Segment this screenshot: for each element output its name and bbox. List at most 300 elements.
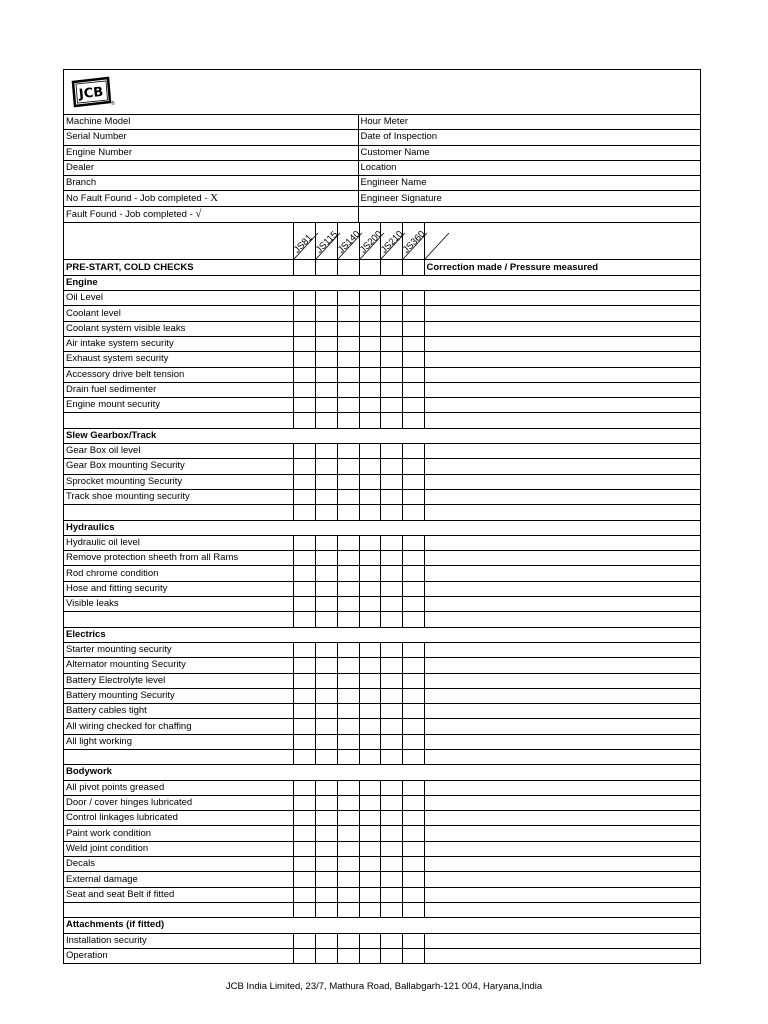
check-box[interactable] (380, 902, 402, 917)
check-box[interactable] (315, 780, 337, 795)
check-box[interactable] (359, 933, 380, 948)
check-box[interactable] (293, 704, 315, 719)
correction-field[interactable] (424, 933, 700, 948)
correction-field[interactable] (424, 780, 700, 795)
check-box[interactable] (380, 260, 402, 275)
check-box[interactable] (402, 352, 424, 367)
check-box[interactable] (337, 612, 359, 627)
check-box[interactable] (337, 811, 359, 826)
check-box[interactable] (402, 642, 424, 657)
check-box[interactable] (293, 780, 315, 795)
check-box[interactable] (380, 826, 402, 841)
check-box[interactable] (293, 948, 315, 963)
check-box[interactable] (315, 704, 337, 719)
check-box[interactable] (402, 382, 424, 397)
check-box[interactable] (402, 734, 424, 749)
check-box[interactable] (359, 336, 380, 351)
correction-field[interactable] (424, 857, 700, 872)
check-box[interactable] (315, 260, 337, 275)
check-box[interactable] (359, 306, 380, 321)
correction-field[interactable] (424, 413, 700, 428)
check-box[interactable] (293, 612, 315, 627)
check-box[interactable] (380, 505, 402, 520)
check-box[interactable] (293, 597, 315, 612)
check-box[interactable] (359, 489, 380, 504)
check-box[interactable] (293, 459, 315, 474)
check-box[interactable] (293, 826, 315, 841)
check-box[interactable] (315, 291, 337, 306)
check-box[interactable] (293, 291, 315, 306)
check-box[interactable] (293, 398, 315, 413)
section-title: Hydraulics (64, 520, 700, 535)
check-box[interactable] (293, 719, 315, 734)
check-box[interactable] (380, 489, 402, 504)
check-box[interactable] (293, 321, 315, 336)
correction-field[interactable] (424, 505, 700, 520)
check-box[interactable] (402, 612, 424, 627)
check-box[interactable] (402, 811, 424, 826)
check-box[interactable] (337, 719, 359, 734)
check-box[interactable] (293, 306, 315, 321)
correction-field[interactable] (424, 444, 700, 459)
check-box[interactable] (315, 841, 337, 856)
check-box[interactable] (293, 749, 315, 764)
correction-field[interactable] (424, 734, 700, 749)
company-address: JCB India Limited, 23/7, Mathura Road, Ballabgarh-121 004, Haryana,India (225, 981, 543, 992)
check-box[interactable] (315, 612, 337, 627)
check-box[interactable] (359, 658, 380, 673)
check-box[interactable] (402, 306, 424, 321)
check-box[interactable] (293, 505, 315, 520)
correction-field[interactable] (424, 597, 700, 612)
check-item-label: Battery mounting Security (64, 688, 293, 703)
check-box[interactable] (337, 321, 359, 336)
check-box[interactable] (359, 642, 380, 657)
check-box[interactable] (337, 948, 359, 963)
check-box[interactable] (337, 474, 359, 489)
check-box[interactable] (315, 382, 337, 397)
check-box[interactable] (293, 566, 315, 581)
check-box[interactable] (402, 535, 424, 550)
check-box[interactable] (380, 321, 402, 336)
check-box[interactable] (402, 444, 424, 459)
check-box[interactable] (359, 887, 380, 902)
check-box[interactable] (402, 780, 424, 795)
check-box[interactable] (337, 841, 359, 856)
check-box[interactable] (380, 352, 402, 367)
check-box[interactable] (293, 444, 315, 459)
check-box[interactable] (380, 780, 402, 795)
check-box[interactable] (315, 719, 337, 734)
check-box[interactable] (402, 841, 424, 856)
check-box[interactable] (402, 719, 424, 734)
check-box[interactable] (293, 658, 315, 673)
check-box[interactable] (337, 459, 359, 474)
check-box[interactable] (359, 749, 380, 764)
check-box[interactable] (359, 260, 380, 275)
check-item-row (64, 933, 700, 948)
check-box[interactable] (359, 902, 380, 917)
check-box[interactable] (359, 612, 380, 627)
check-box[interactable] (359, 551, 380, 566)
check-box[interactable] (402, 688, 424, 703)
check-box[interactable] (380, 566, 402, 581)
check-box[interactable] (337, 673, 359, 688)
check-box[interactable] (315, 948, 337, 963)
check-box[interactable] (380, 581, 402, 596)
model-label: JS81 (291, 232, 315, 257)
check-box[interactable] (402, 505, 424, 520)
check-box[interactable] (337, 887, 359, 902)
model-label: JS360 (400, 229, 428, 257)
correction-field[interactable] (424, 367, 700, 382)
check-box[interactable] (402, 260, 424, 275)
check-box[interactable] (337, 749, 359, 764)
info-row (64, 130, 700, 145)
correction-field[interactable] (424, 948, 700, 963)
info-label-right: Engineer Signature (358, 191, 700, 207)
check-item-row (64, 688, 700, 703)
correction-field[interactable] (424, 719, 700, 734)
model-header-cell (357, 223, 385, 260)
check-box[interactable] (402, 566, 424, 581)
check-box[interactable] (293, 382, 315, 397)
check-box[interactable] (293, 933, 315, 948)
check-box[interactable] (337, 902, 359, 917)
check-box[interactable] (315, 336, 337, 351)
check-box[interactable] (293, 352, 315, 367)
check-box[interactable] (402, 474, 424, 489)
check-box[interactable] (293, 642, 315, 657)
check-box[interactable] (402, 933, 424, 948)
check-box[interactable] (402, 367, 424, 382)
check-box[interactable] (402, 857, 424, 872)
correction-field[interactable] (424, 811, 700, 826)
info-row (64, 176, 700, 191)
check-box[interactable] (402, 291, 424, 306)
check-box[interactable] (337, 780, 359, 795)
check-box[interactable] (315, 597, 337, 612)
check-box[interactable] (315, 581, 337, 596)
check-box[interactable] (315, 551, 337, 566)
check-box[interactable] (380, 459, 402, 474)
check-box[interactable] (315, 535, 337, 550)
check-box[interactable] (380, 872, 402, 887)
check-box[interactable] (402, 413, 424, 428)
check-box[interactable] (380, 367, 402, 382)
correction-field[interactable] (424, 581, 700, 596)
check-box[interactable] (315, 306, 337, 321)
check-box[interactable] (402, 597, 424, 612)
check-box[interactable] (315, 459, 337, 474)
check-box[interactable] (380, 642, 402, 657)
check-box[interactable] (337, 704, 359, 719)
check-box[interactable] (315, 688, 337, 703)
correction-field[interactable] (424, 291, 700, 306)
check-box[interactable] (402, 749, 424, 764)
check-box[interactable] (380, 688, 402, 703)
correction-field[interactable] (424, 382, 700, 397)
check-box[interactable] (359, 444, 380, 459)
check-box[interactable] (315, 872, 337, 887)
check-box[interactable] (359, 704, 380, 719)
check-box[interactable] (359, 719, 380, 734)
check-box[interactable] (293, 336, 315, 351)
check-box[interactable] (359, 459, 380, 474)
check-box[interactable] (380, 658, 402, 673)
check-box[interactable] (293, 688, 315, 703)
check-box[interactable] (293, 734, 315, 749)
info-label-left (64, 191, 358, 207)
check-box[interactable] (380, 795, 402, 810)
check-box[interactable] (402, 673, 424, 688)
correction-field[interactable] (424, 336, 700, 351)
check-box[interactable] (337, 505, 359, 520)
check-box[interactable] (315, 444, 337, 459)
section-header-row (64, 918, 700, 933)
check-box[interactable] (337, 933, 359, 948)
check-box[interactable] (293, 474, 315, 489)
check-box[interactable] (402, 581, 424, 596)
check-box[interactable] (315, 933, 337, 948)
check-box[interactable] (359, 872, 380, 887)
check-item-label: Alternator mounting Security (64, 658, 293, 673)
correction-field[interactable] (424, 459, 700, 474)
check-box[interactable] (293, 857, 315, 872)
check-box[interactable] (293, 489, 315, 504)
check-box[interactable] (293, 902, 315, 917)
correction-field[interactable] (424, 551, 700, 566)
correction-field[interactable] (424, 749, 700, 764)
check-box[interactable] (315, 902, 337, 917)
check-box[interactable] (315, 795, 337, 810)
check-box[interactable] (337, 795, 359, 810)
check-box[interactable] (293, 841, 315, 856)
check-box[interactable] (315, 489, 337, 504)
check-box[interactable] (337, 444, 359, 459)
check-box[interactable] (380, 597, 402, 612)
check-box[interactable] (337, 291, 359, 306)
check-box[interactable] (337, 734, 359, 749)
check-box[interactable] (359, 948, 380, 963)
check-box[interactable] (315, 566, 337, 581)
correction-field[interactable] (424, 688, 700, 703)
correction-field[interactable] (424, 795, 700, 810)
check-box[interactable] (337, 658, 359, 673)
check-box[interactable] (337, 566, 359, 581)
check-box[interactable] (337, 260, 359, 275)
check-box[interactable] (402, 321, 424, 336)
correction-field[interactable] (424, 826, 700, 841)
check-box[interactable] (359, 321, 380, 336)
correction-field[interactable] (424, 642, 700, 657)
check-box[interactable] (337, 398, 359, 413)
check-box[interactable] (359, 474, 380, 489)
check-box[interactable] (380, 811, 402, 826)
check-box[interactable] (359, 673, 380, 688)
blank-label (64, 612, 293, 627)
check-box[interactable] (359, 382, 380, 397)
check-box[interactable] (402, 489, 424, 504)
correction-field[interactable] (424, 673, 700, 688)
check-box[interactable] (380, 382, 402, 397)
check-box[interactable] (337, 826, 359, 841)
check-box[interactable] (380, 444, 402, 459)
correction-field[interactable] (424, 658, 700, 673)
info-row (64, 115, 700, 130)
check-box[interactable] (293, 551, 315, 566)
check-box[interactable] (380, 948, 402, 963)
check-box[interactable] (293, 413, 315, 428)
check-box[interactable] (337, 642, 359, 657)
check-box[interactable] (359, 811, 380, 826)
check-box[interactable] (337, 597, 359, 612)
check-box[interactable] (402, 795, 424, 810)
check-box[interactable] (359, 291, 380, 306)
check-box[interactable] (337, 367, 359, 382)
check-box[interactable] (315, 642, 337, 657)
check-box[interactable] (402, 902, 424, 917)
check-box[interactable] (293, 535, 315, 550)
check-box[interactable] (293, 367, 315, 382)
correction-field[interactable] (424, 306, 700, 321)
check-box[interactable] (359, 826, 380, 841)
check-box[interactable] (359, 398, 380, 413)
check-box[interactable] (380, 719, 402, 734)
check-box[interactable] (380, 336, 402, 351)
check-box[interactable] (315, 413, 337, 428)
check-box[interactable] (380, 474, 402, 489)
model-label: JS200 (357, 229, 385, 257)
check-box[interactable] (380, 734, 402, 749)
check-box[interactable] (337, 352, 359, 367)
check-box[interactable] (359, 566, 380, 581)
check-box[interactable] (380, 841, 402, 856)
check-box[interactable] (359, 413, 380, 428)
check-box[interactable] (315, 321, 337, 336)
correction-field[interactable] (424, 841, 700, 856)
check-box[interactable] (293, 260, 315, 275)
correction-field[interactable] (424, 566, 700, 581)
check-box[interactable] (359, 734, 380, 749)
check-box[interactable] (315, 857, 337, 872)
correction-field[interactable] (424, 474, 700, 489)
check-box[interactable] (315, 887, 337, 902)
check-box[interactable] (380, 413, 402, 428)
check-box[interactable] (380, 551, 402, 566)
correction-field[interactable] (424, 872, 700, 887)
check-box[interactable] (337, 306, 359, 321)
check-box[interactable] (380, 749, 402, 764)
check-box[interactable] (315, 673, 337, 688)
check-box[interactable] (315, 749, 337, 764)
check-box[interactable] (315, 352, 337, 367)
check-box[interactable] (293, 673, 315, 688)
correction-field[interactable] (424, 902, 700, 917)
check-box[interactable] (359, 352, 380, 367)
check-box[interactable] (380, 398, 402, 413)
check-box[interactable] (380, 933, 402, 948)
check-box[interactable] (337, 857, 359, 872)
check-box[interactable] (380, 612, 402, 627)
check-box[interactable] (359, 795, 380, 810)
check-box[interactable] (359, 780, 380, 795)
check-box[interactable] (337, 872, 359, 887)
check-box[interactable] (337, 382, 359, 397)
check-box[interactable] (359, 581, 380, 596)
check-box[interactable] (293, 887, 315, 902)
correction-field[interactable] (424, 612, 700, 627)
check-box[interactable] (402, 872, 424, 887)
model-label: JS210 (378, 229, 406, 257)
check-box[interactable] (402, 398, 424, 413)
check-box[interactable] (380, 291, 402, 306)
check-box[interactable] (337, 551, 359, 566)
correction-field[interactable] (424, 704, 700, 719)
section-header-row (64, 765, 700, 780)
check-box[interactable] (315, 367, 337, 382)
correction-field[interactable] (424, 321, 700, 336)
correction-field[interactable] (424, 535, 700, 550)
correction-field[interactable] (424, 352, 700, 367)
check-box[interactable] (402, 336, 424, 351)
check-box[interactable] (359, 505, 380, 520)
correction-field[interactable] (424, 489, 700, 504)
check-box[interactable] (293, 811, 315, 826)
check-box[interactable] (315, 505, 337, 520)
check-box[interactable] (380, 887, 402, 902)
check-box[interactable] (337, 688, 359, 703)
check-box[interactable] (380, 857, 402, 872)
check-box[interactable] (402, 658, 424, 673)
check-box[interactable] (337, 535, 359, 550)
check-box[interactable] (359, 841, 380, 856)
check-box[interactable] (359, 597, 380, 612)
check-box[interactable] (315, 658, 337, 673)
check-box[interactable] (380, 673, 402, 688)
check-box[interactable] (380, 704, 402, 719)
check-item-label: Starter mounting security (64, 642, 293, 657)
check-box[interactable] (402, 887, 424, 902)
correction-field[interactable] (424, 887, 700, 902)
check-box[interactable] (315, 811, 337, 826)
check-box[interactable] (402, 551, 424, 566)
check-box[interactable] (315, 734, 337, 749)
check-box[interactable] (402, 948, 424, 963)
check-box[interactable] (315, 474, 337, 489)
check-box[interactable] (359, 857, 380, 872)
check-box[interactable] (402, 459, 424, 474)
check-item-label: Oil Level (64, 291, 293, 306)
check-box[interactable] (315, 398, 337, 413)
check-box[interactable] (359, 367, 380, 382)
check-box[interactable] (337, 581, 359, 596)
check-box[interactable] (402, 826, 424, 841)
check-box[interactable] (337, 489, 359, 504)
correction-field[interactable] (424, 398, 700, 413)
check-box[interactable] (380, 535, 402, 550)
check-box[interactable] (337, 413, 359, 428)
check-box[interactable] (359, 535, 380, 550)
check-box[interactable] (380, 306, 402, 321)
check-box[interactable] (402, 704, 424, 719)
check-box[interactable] (293, 872, 315, 887)
check-box[interactable] (359, 688, 380, 703)
check-box[interactable] (293, 581, 315, 596)
check-box[interactable] (337, 336, 359, 351)
check-box[interactable] (293, 795, 315, 810)
check-box[interactable] (315, 826, 337, 841)
